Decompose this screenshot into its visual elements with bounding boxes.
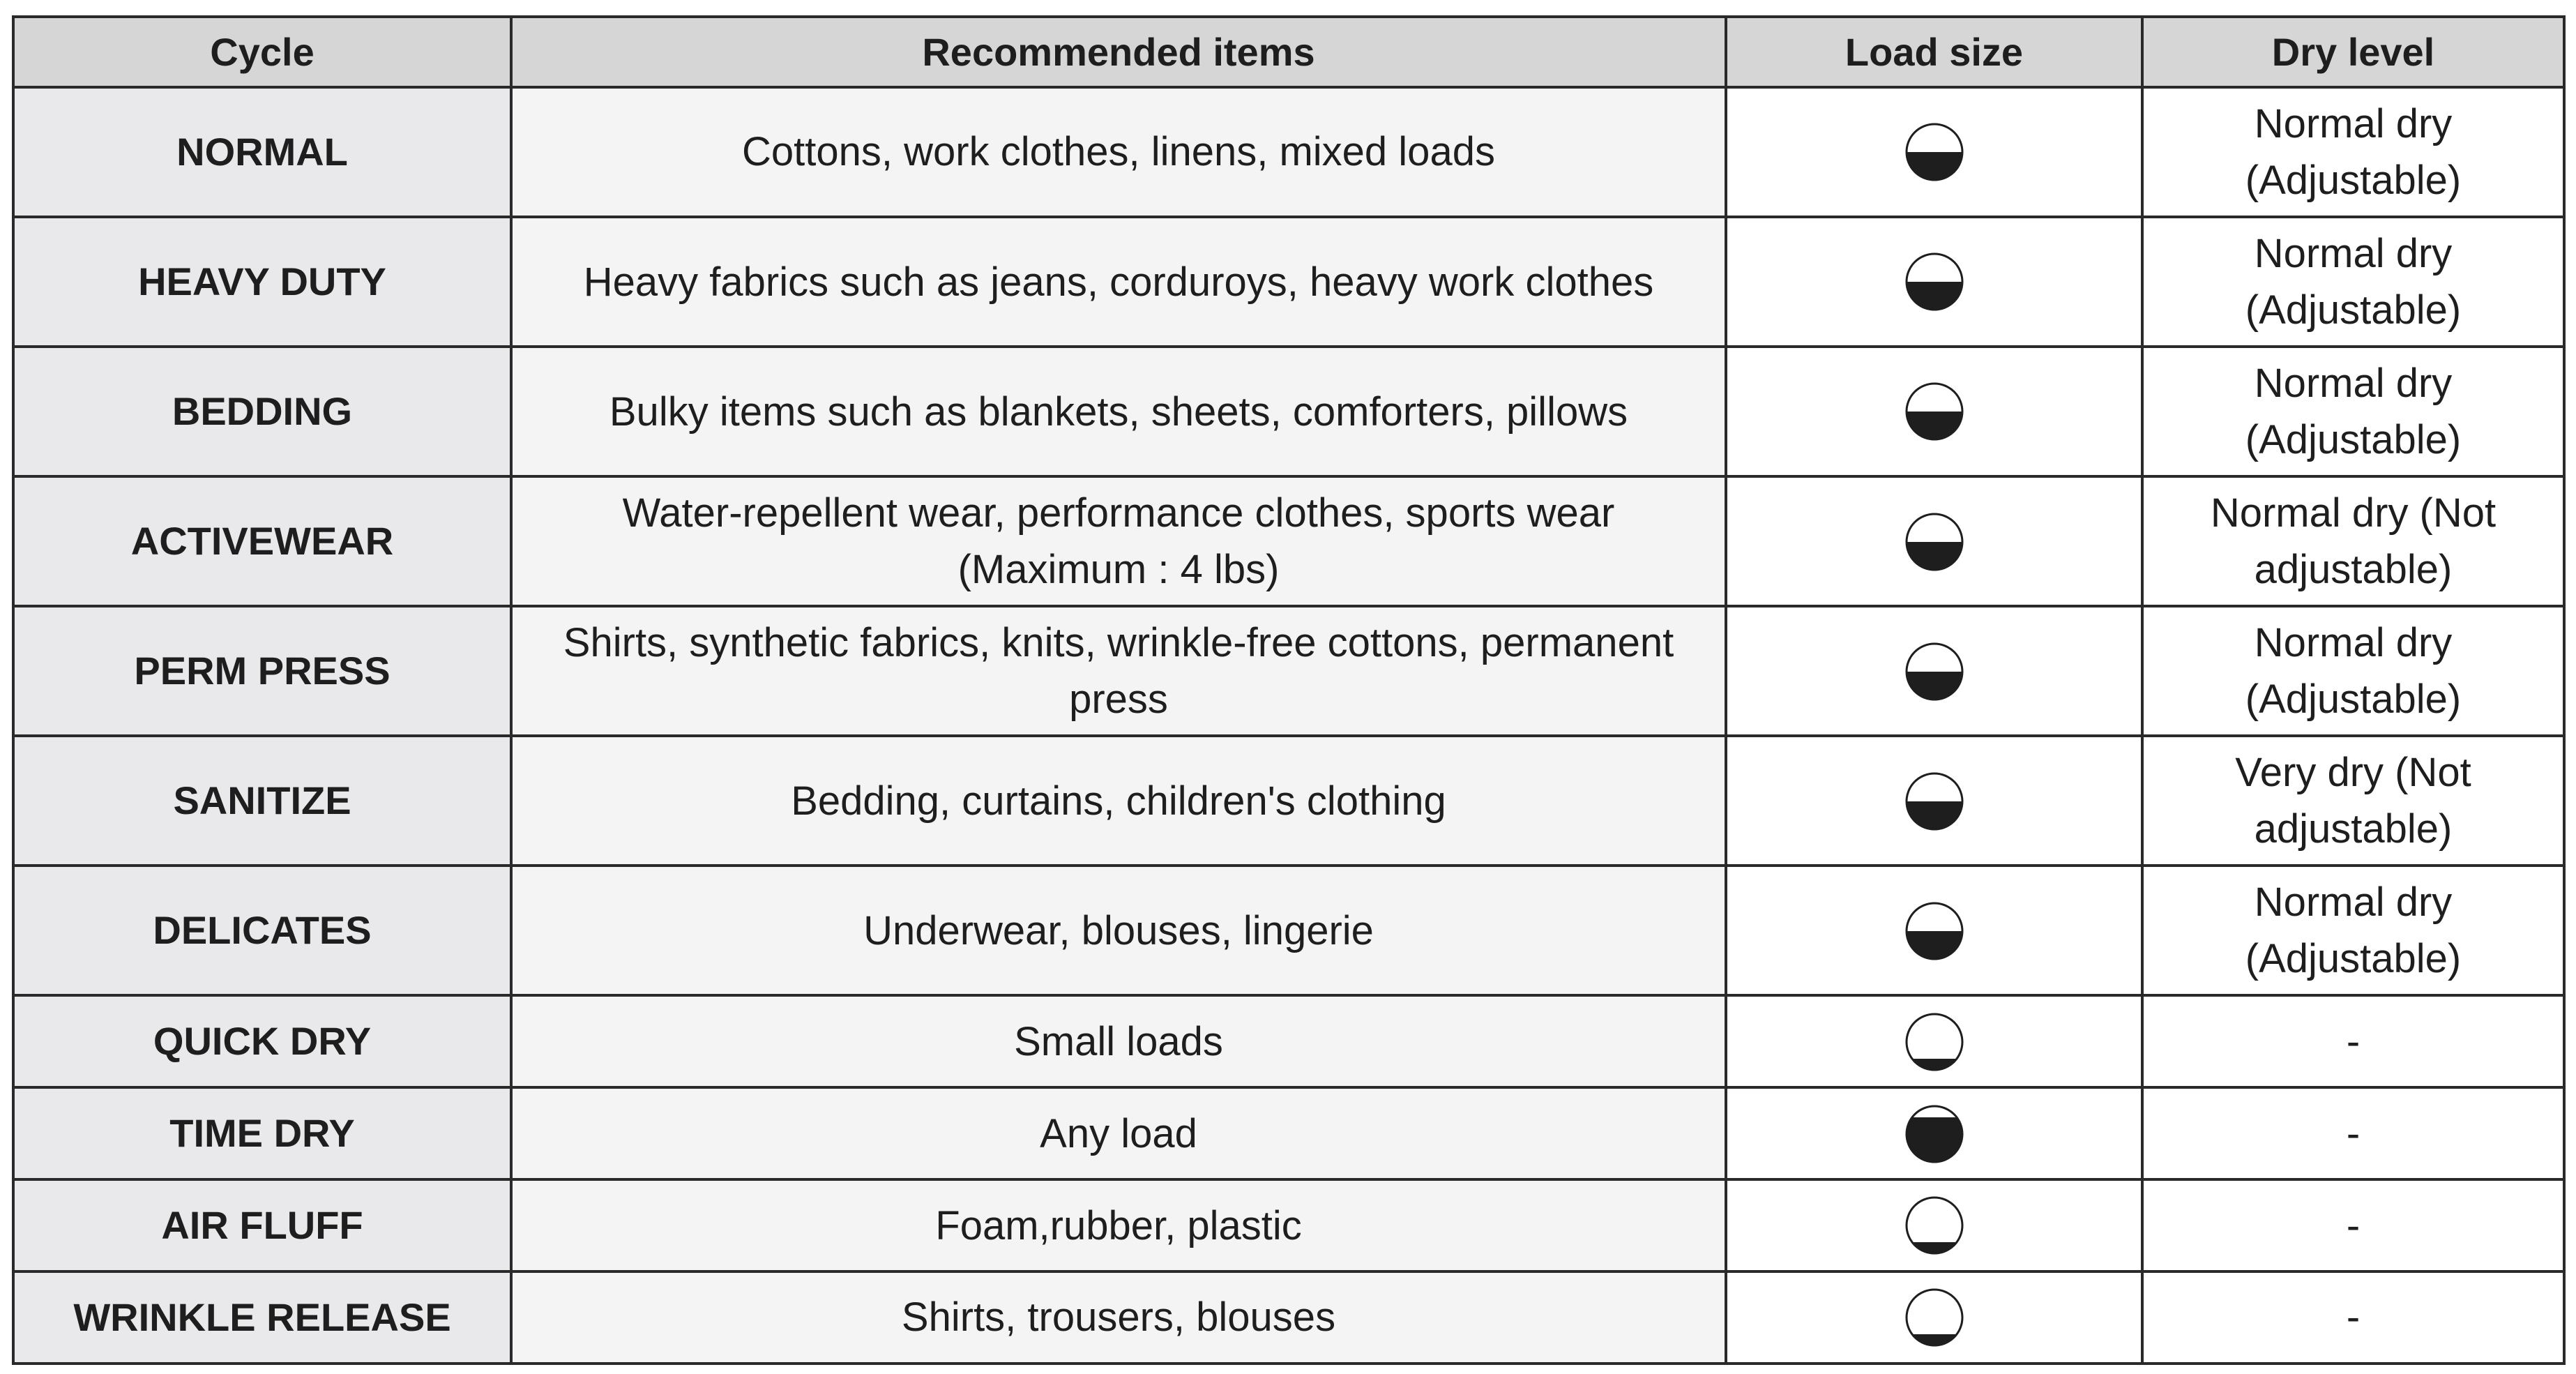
load-size-cell: [1726, 87, 2142, 217]
load-size-icon: [1904, 1011, 1965, 1073]
recommended-items: Foam,rubber, plastic: [511, 1179, 1726, 1271]
recommended-items: Shirts, trousers, blouses: [511, 1271, 1726, 1364]
cycle-name: AIR FLUFF: [13, 1179, 511, 1271]
dry-level: -: [2142, 1271, 2564, 1364]
load-size-cell: [1726, 347, 2142, 476]
load-size-cell: [1726, 866, 2142, 995]
cycle-name: HEAVY DUTY: [13, 217, 511, 347]
table-body: [13, 87, 2564, 1364]
load-fill: [1904, 152, 1965, 183]
cycle-name: PERM PRESS: [13, 606, 511, 736]
table-row: [13, 87, 2564, 217]
recommended-items: Small loads: [511, 995, 1726, 1087]
header-cycle: Cycle: [13, 17, 511, 87]
recommended-items: Heavy fabrics such as jeans, corduroys, heavy work clothes: [511, 217, 1726, 347]
load-size-icon: [1904, 511, 1965, 573]
dry-level: Normal dry (Adjustable): [2142, 606, 2564, 736]
table-header-row: [13, 17, 2564, 87]
load-fill: [1904, 412, 1965, 442]
load-size-cell: [1726, 995, 2142, 1087]
dryer-cycle-table: [12, 15, 2566, 1365]
load-size-cell: [1726, 217, 2142, 347]
dry-level: Normal dry (Adjustable): [2142, 866, 2564, 995]
load-size-cell: [1726, 476, 2142, 606]
load-size-icon: [1904, 900, 1965, 962]
load-fill: [1904, 672, 1965, 702]
table-row: [13, 217, 2564, 347]
load-size-cell: [1726, 606, 2142, 736]
table-row: [13, 1179, 2564, 1271]
load-fill: [1904, 282, 1965, 312]
cycle-name: TIME DRY: [13, 1087, 511, 1179]
load-fill: [1904, 1117, 1965, 1165]
recommended-items: Cottons, work clothes, linens, mixed loads: [511, 87, 1726, 217]
table-row: [13, 1087, 2564, 1179]
dry-level: -: [2142, 1087, 2564, 1179]
table-row: [13, 606, 2564, 736]
table-row: [13, 1271, 2564, 1364]
load-size-icon: [1904, 251, 1965, 312]
load-size-cell: [1726, 736, 2142, 866]
load-size-icon: [1904, 771, 1965, 832]
load-fill: [1904, 931, 1965, 962]
cycle-name: QUICK DRY: [13, 995, 511, 1087]
table-row: [13, 347, 2564, 476]
header-recommended-items: Recommended items: [511, 17, 1726, 87]
table-row: [13, 995, 2564, 1087]
load-size-icon: [1904, 121, 1965, 183]
cycle-name: NORMAL: [13, 87, 511, 217]
cycle-table-container: [12, 15, 2563, 1365]
load-size-icon: [1904, 1287, 1965, 1348]
dry-level: Normal dry (Not adjustable): [2142, 476, 2564, 606]
load-size-cell: [1726, 1271, 2142, 1364]
load-size-icon: [1904, 1103, 1965, 1165]
cycle-name: BEDDING: [13, 347, 511, 476]
header-dry-level: Dry level: [2142, 17, 2564, 87]
recommended-items: Any load: [511, 1087, 1726, 1179]
cycle-name: DELICATES: [13, 866, 511, 995]
table-row: [13, 476, 2564, 606]
dry-level: -: [2142, 995, 2564, 1087]
table-row: [13, 866, 2564, 995]
load-size-cell: [1726, 1087, 2142, 1179]
table-row: [13, 736, 2564, 866]
recommended-items: Shirts, synthetic fabrics, knits, wrinkle-free cottons, permanent press: [511, 606, 1726, 736]
dry-level: -: [2142, 1179, 2564, 1271]
load-fill: [1904, 542, 1965, 573]
dry-level: Normal dry (Adjustable): [2142, 347, 2564, 476]
recommended-items: Underwear, blouses, lingerie: [511, 866, 1726, 995]
dry-level: Very dry (Not adjustable): [2142, 736, 2564, 866]
dry-level: Normal dry (Adjustable): [2142, 87, 2564, 217]
header-load-size: Load size: [1726, 17, 2142, 87]
cycle-name: ACTIVEWEAR: [13, 476, 511, 606]
cycle-name: SANITIZE: [13, 736, 511, 866]
recommended-items: Bedding, curtains, children's clothing: [511, 736, 1726, 866]
recommended-items: Water-repellent wear, performance clothes, sports wear (Maximum : 4 lbs): [511, 476, 1726, 606]
cycle-name: WRINKLE RELEASE: [13, 1271, 511, 1364]
load-size-icon: [1904, 1195, 1965, 1256]
load-size-cell: [1726, 1179, 2142, 1271]
dry-level: Normal dry (Adjustable): [2142, 217, 2564, 347]
load-fill: [1904, 801, 1965, 832]
load-size-icon: [1904, 381, 1965, 442]
load-size-icon: [1904, 641, 1965, 702]
recommended-items: Bulky items such as blankets, sheets, comforters, pillows: [511, 347, 1726, 476]
